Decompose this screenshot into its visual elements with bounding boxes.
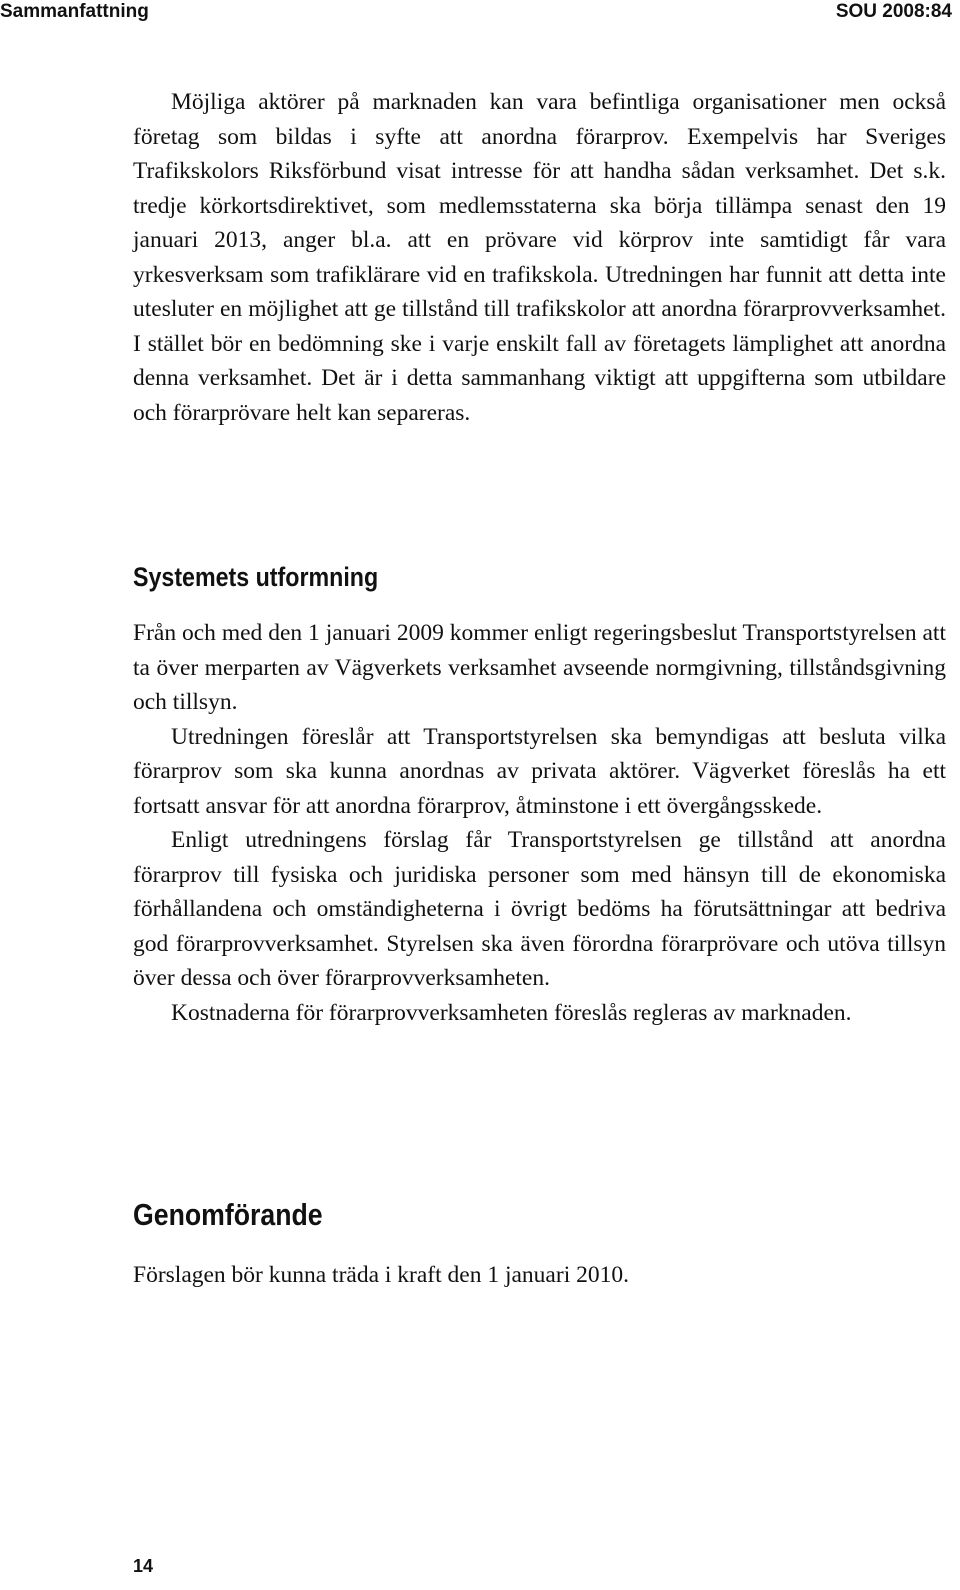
running-header bbox=[0, 0, 960, 26]
genomforande-paragraph: Förslagen bör kunna träda i kraft den 1 januari 2010. bbox=[133, 1262, 629, 1288]
systemets-paragraph-2: Utredningen föreslår att Transportstyrelsen ska bemyndigas att besluta vilka förarprov som ska kunna anordnas av privata aktörer. Vägverket föreslås ha ett fortsatt ansvar för att anordna förarprov, åtminstone i ett övergångsskede. bbox=[133, 723, 946, 819]
page-number: 14 bbox=[133, 1556, 154, 1576]
header-report-number: SOU 2008:84 bbox=[835, 1, 952, 22]
section-heading-genomforande: Genomförande bbox=[133, 1197, 323, 1232]
systemets-text-block bbox=[133, 616, 946, 1030]
header-section-title: Sammanfattning bbox=[0, 1, 149, 22]
genomforande-text-block bbox=[133, 1258, 946, 1293]
intro-text-block bbox=[133, 85, 946, 430]
systemets-paragraph-1: Från och med den 1 januari 2009 kommer enligt regeringsbeslut Transportstyrelsen att ta över merparten av Vägverkets verksamhet avseende normgivning, tillståndsgivning och tillsyn. bbox=[133, 620, 946, 715]
section-heading-systemets-utformning: Systemets utformning bbox=[133, 562, 379, 592]
systemets-paragraph-3: Enligt utredningens förslag får Transportstyrelsen ge tillstånd att anordna förarprov till fysiska och juridiska personer som med hänsyn till de ekonomiska förhållandena och omständigheterna i övrigt bedöms ha förutsättningar att bedriva god förarprovverksamhet. Styrelsen ska även förordna förarprövare och utöva tillsyn över dessa och över förarprovverksamheten. bbox=[133, 827, 946, 991]
systemets-paragraph-4: Kostnaderna för förarprovverksamheten föreslås regleras av marknaden. bbox=[171, 999, 852, 1026]
intro-paragraph: Möjliga aktörer på marknaden kan vara befintliga organisationer men också företag som bildas i syfte att anordna förarprov. Exempelvis har Sveriges Trafikskolors Riksförbund visat intresse för att handha sådan verksamhet. Det s.k. tredje körkortsdirektivet, som medlemsstaterna ska börja tillämpa senast den 19 januari 2013, anger bl.a. att en prövare vid körprov inte samtidigt får vara yrkesverksam som trafiklärare vid en trafikskola. Utredningen har funnit att detta inte utesluter en möjlighet att ge tillstånd till trafikskolor att anordna förarprovverksamhet. I stället bör en bedömning ske i varje enskilt fall av företagets lämplighet att anordna denna verksamhet. Det är i detta sammanhang viktigt att uppgifterna som utbildare och förarprövare helt kan separeras. bbox=[133, 89, 946, 426]
